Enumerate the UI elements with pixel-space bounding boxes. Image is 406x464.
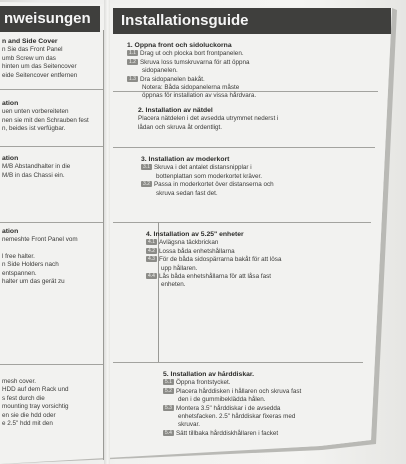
left-line: s fest durch die xyxy=(2,394,45,402)
left-line: hinten um das Seitencover xyxy=(2,63,77,71)
row-divider xyxy=(0,222,103,223)
left-line: mesh cover. xyxy=(2,378,36,385)
row-divider xyxy=(0,146,103,147)
left-line: M/B Abstandhalter in die xyxy=(2,163,71,171)
step-badge: 4.3 xyxy=(148,256,155,263)
row-divider xyxy=(0,89,103,90)
left-column-header: nweisungen xyxy=(0,6,100,32)
left-line: entspannen. xyxy=(2,269,37,277)
step-text: bottenplattan som moderkortet kräver. xyxy=(156,172,263,180)
left-section-2 xyxy=(2,100,102,134)
right-column-header: Installationsguide xyxy=(113,8,391,34)
step-text: Sätt tillbaka hårddiskhållaren i facket xyxy=(175,429,279,437)
row-divider xyxy=(113,222,371,223)
step-title: 4. Installation av 5.25" enheter xyxy=(146,231,244,238)
step-3 xyxy=(141,156,376,198)
step-text: Drag ut och plocka bort frontpanelen. xyxy=(139,50,244,58)
left-line: nen sie mit den Schrauben fest xyxy=(2,116,89,124)
step-text: enhetsfacken. 2.5" hårddiskar fixeras med xyxy=(178,413,296,421)
step-1 xyxy=(127,42,377,101)
step-5 xyxy=(163,371,368,438)
left-line: n Sie das Front Panel xyxy=(2,46,63,54)
step-text: Passa in moderkortet över distanserna och xyxy=(153,181,274,189)
row-divider xyxy=(113,147,375,148)
left-section-title: ation xyxy=(2,100,19,107)
left-section-title: ation xyxy=(2,228,19,235)
left-section-3 xyxy=(2,155,102,180)
row-divider xyxy=(113,362,363,363)
step-badge: 3.1 xyxy=(143,164,150,171)
row-divider xyxy=(0,364,103,365)
left-line: en sie die hdd oder xyxy=(2,411,56,419)
left-line: e 2.5" hdd mit den xyxy=(2,420,53,428)
step-text: Skruva i det antalet distansnipplar i xyxy=(153,164,252,172)
step-text: sidopanelen. xyxy=(142,67,178,75)
left-column-border xyxy=(103,30,104,460)
step-text: Placera nätdelen i det avsedda utrymmet nederst i xyxy=(138,115,279,123)
step-badge: 5.4 xyxy=(165,429,172,436)
step-text: Placera hårddisken i hållaren och skruva fast xyxy=(175,387,302,395)
left-line xyxy=(2,245,102,253)
step-title: 1. Öppna front och sidoluckorna xyxy=(127,42,232,49)
step-title: 2. Installation av nätdel xyxy=(138,107,213,114)
left-line: l free halter. xyxy=(2,252,35,260)
step-text: Montera 3.5" hårddiskar i de avsedda xyxy=(175,404,281,412)
step-text: Avlägsna täckbrickan xyxy=(158,239,219,247)
left-line: HDD auf dem Rack und xyxy=(2,386,69,394)
step-badge: 1.1 xyxy=(129,50,136,57)
step-2 xyxy=(138,107,378,132)
step-note: öppnas för installation av vissa hårdvara. xyxy=(142,92,257,100)
left-line: uen unten vorbereiteten xyxy=(2,108,69,116)
step-text: enheten. xyxy=(161,281,186,289)
left-line: n Side Holders nach xyxy=(2,261,59,269)
step-badge: 1.3 xyxy=(129,75,136,82)
step-text: Lås båda enhetshållarna för att låsa fast xyxy=(158,273,271,281)
step-text: den i de gummibeklädda hålen. xyxy=(178,396,266,404)
left-section-4 xyxy=(2,228,102,286)
left-line: halter um das gerät zu xyxy=(2,278,65,286)
step-note: Notera: Båda sidopanelerna måste xyxy=(142,84,240,92)
step-text: Öppna frontstycket. xyxy=(175,379,231,387)
step-text: Dra sidopanelen bakåt. xyxy=(139,75,205,83)
left-section-title: n and Side Cover xyxy=(2,38,58,45)
step-title: 3. Installation av moderkort xyxy=(141,156,230,163)
step-badge: 4.1 xyxy=(148,239,155,246)
left-line: umb Screw um das xyxy=(2,54,56,62)
page-fold xyxy=(104,0,110,464)
left-section-5 xyxy=(2,378,102,428)
left-line: M/B in das Chassi ein. xyxy=(2,171,65,179)
step-text: För de båda sidospärrarna bakåt för att lösa xyxy=(158,256,282,264)
step-badge: 5.1 xyxy=(165,379,172,386)
step-text: Lossa båda enhetshållarna xyxy=(158,247,235,255)
left-line: n, beides ist verfügbar. xyxy=(2,125,66,133)
step-badge: 5.2 xyxy=(165,387,172,394)
step-4 xyxy=(146,231,371,290)
step-title: 5. Installation av hårddiskar. xyxy=(163,371,255,378)
left-section-1 xyxy=(2,38,102,80)
left-line: mounting tray vorsichtig xyxy=(2,403,69,411)
step-badge: 4.2 xyxy=(148,247,155,254)
step-badge: 3.2 xyxy=(143,181,150,188)
step-badge: 4.4 xyxy=(148,273,155,280)
left-line: nemeshte Front Panel vom xyxy=(2,236,78,244)
step-badge: 1.2 xyxy=(129,58,136,65)
step-text: skruvar. xyxy=(178,421,201,429)
left-line: eide Seitencover entfernen xyxy=(2,71,78,79)
step-badge: 5.3 xyxy=(165,404,172,411)
step-text: upp hållaren. xyxy=(161,264,198,272)
step-text: lådan och skruva åt ordentligt. xyxy=(138,123,223,131)
step-text: skruva sedan fast det. xyxy=(156,189,218,197)
step-text: Skruva loss tumskruvarna för att öppna xyxy=(139,58,250,66)
left-section-title: ation xyxy=(2,155,19,162)
